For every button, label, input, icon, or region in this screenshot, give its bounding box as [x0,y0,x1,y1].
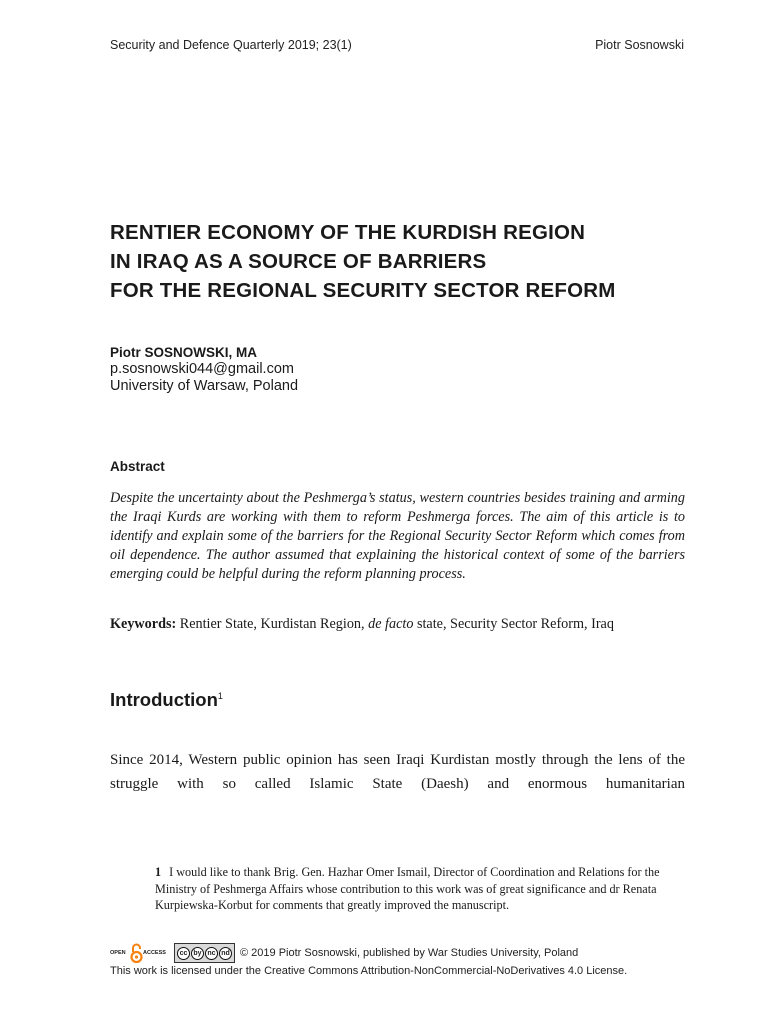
open-access-access-label: ACCESS [143,950,166,956]
title-line: IN IRAQ AS A SOURCE OF BARRIERS [110,250,487,273]
keywords-label: Keywords: [110,616,177,632]
copyright-notice: © 2019 Piotr Sosnowski, published by War Studies University, Poland [240,947,579,959]
keywords-italic: de facto [368,616,414,632]
keywords-text: Rentier State, Kurdistan Region, [176,616,369,632]
open-access-open-label: OPEN [110,950,126,956]
abstract-text: Despite the uncertainty about the Peshmerga’s status, western countries besides training and arming the Iraqi Kurds are working with them to reform Peshmerga forces. The aim of this article is to identify and explain some of the barriers for the Regional Security Sector Reform which comes from oil dependence. The author assumed that explaining the historical context of some of the barriers emerging could be helpful during the reform planning process. [110,490,685,582]
author-email[interactable]: p.sosnowski044@gmail.com [110,361,294,377]
body-paragraph: Since 2014, Western public opinion has seen Iraqi Kurdistan mostly through the lens of the struggle with so called Islamic State (Daesh) and enormous humanitarian [110,752,685,792]
author-block [110,344,610,395]
footnote-reference[interactable]: 1 [217,690,223,701]
author-name: Piotr SOSNOWSKI, MA [110,345,258,360]
title-line: FOR THE REGIONAL SECURITY SECTOR REFORM [110,279,616,302]
open-access-logo [110,942,168,964]
footnote-number: 1 [155,865,162,879]
keywords [110,616,685,633]
by-icon: by [191,947,204,960]
cc-icon: cc [177,947,190,960]
footnote [155,864,685,914]
license-block [110,942,710,977]
keywords-text: state, Security Sector Reform, Iraq [413,616,614,632]
journal-name: Security and Defence Quarterly 2019; 23(1) [110,38,352,52]
cc-license-badge[interactable] [174,943,235,963]
section-heading-introduction [110,689,223,711]
title-line: RENTIER ECONOMY OF THE KURDISH REGION [110,221,586,244]
header-author: Piotr Sosnowski [595,38,684,52]
open-lock-icon [130,942,143,964]
license-notice: This work is licensed under the Creative Commons Attribution-NonCommercial-NoDerivatives 4.0 License. [110,965,628,977]
section-heading-text: Introduction [110,689,218,710]
abstract-heading: Abstract [110,459,165,474]
footnote-text: I would like to thank Brig. Gen. Hazhar Omer Ismail, Director of Coordination and Relations for the Ministry of Peshmerga Affairs whose contribution to this work was of great significance and dr Renata Kurpiewska-Korbut for comments that greatly improved the manuscript. [155,865,660,912]
article-title [110,218,710,305]
nc-icon: nc [205,947,218,960]
author-affiliation: University of Warsaw, Poland [110,378,299,394]
running-header [110,38,684,52]
nd-icon: nd [219,947,232,960]
